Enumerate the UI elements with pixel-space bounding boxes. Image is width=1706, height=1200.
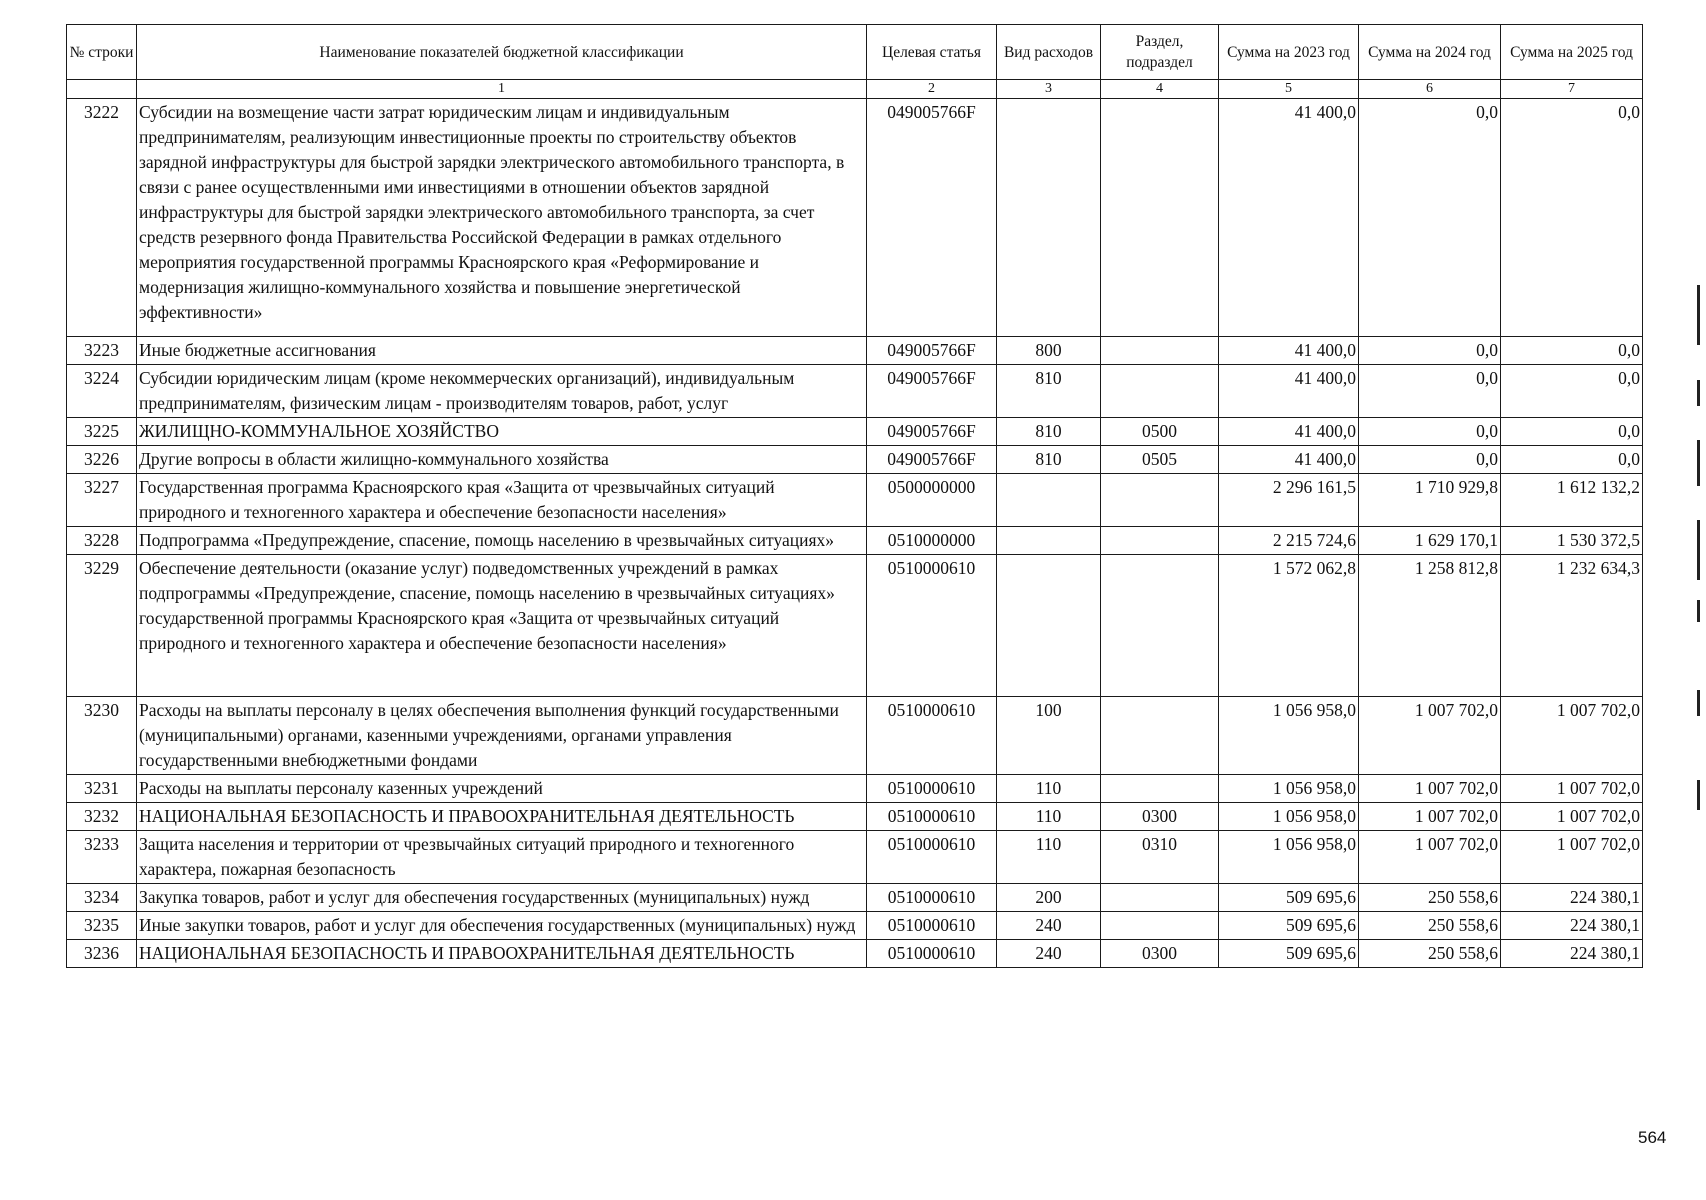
row-expense-type: 200 <box>997 884 1101 912</box>
row-line-number: 3233 <box>67 831 137 884</box>
row-target: 0500000000 <box>867 474 997 527</box>
row-target: 0510000610 <box>867 775 997 803</box>
row-sum-2023: 1 572 062,8 <box>1219 555 1359 697</box>
row-section <box>1101 884 1219 912</box>
row-sum-2025: 0,0 <box>1501 365 1643 418</box>
row-target: 049005766F <box>867 337 997 365</box>
row-name: Другие вопросы в области жилищно-коммунального хозяйства <box>137 446 867 474</box>
row-line-number: 3228 <box>67 527 137 555</box>
column-number: 7 <box>1501 80 1643 99</box>
row-sum-2024: 250 558,6 <box>1359 884 1501 912</box>
row-sum-2025: 1 007 702,0 <box>1501 803 1643 831</box>
row-sum-2024: 0,0 <box>1359 365 1501 418</box>
header-target: Целевая статья <box>867 25 997 80</box>
column-number: 6 <box>1359 80 1501 99</box>
row-sum-2023: 41 400,0 <box>1219 446 1359 474</box>
row-sum-2023: 2 215 724,6 <box>1219 527 1359 555</box>
row-line-number: 3225 <box>67 418 137 446</box>
row-sum-2024: 0,0 <box>1359 418 1501 446</box>
row-sum-2023: 509 695,6 <box>1219 884 1359 912</box>
table-row <box>67 803 1643 831</box>
row-expense-type <box>997 527 1101 555</box>
row-sum-2023: 41 400,0 <box>1219 365 1359 418</box>
row-section <box>1101 365 1219 418</box>
row-target: 0510000610 <box>867 940 997 968</box>
row-section <box>1101 99 1219 337</box>
row-expense-type: 110 <box>997 803 1101 831</box>
row-target: 0510000610 <box>867 912 997 940</box>
column-number-row <box>67 80 1643 99</box>
column-number: 5 <box>1219 80 1359 99</box>
row-sum-2025: 1 007 702,0 <box>1501 697 1643 775</box>
row-name: НАЦИОНАЛЬНАЯ БЕЗОПАСНОСТЬ И ПРАВООХРАНИТЕЛЬНАЯ ДЕЯТЕЛЬНОСТЬ <box>137 940 867 968</box>
table-row <box>67 775 1643 803</box>
row-name: Иные закупки товаров, работ и услуг для обеспечения государственных (муниципальных) нужд <box>137 912 867 940</box>
table-row <box>67 884 1643 912</box>
row-name: Защита населения и территории от чрезвычайных ситуаций природного и техногенного характера, пожарная безопасность <box>137 831 867 884</box>
column-number: 4 <box>1101 80 1219 99</box>
column-number: 3 <box>997 80 1101 99</box>
row-section <box>1101 555 1219 697</box>
row-sum-2024: 1 629 170,1 <box>1359 527 1501 555</box>
row-section: 0505 <box>1101 446 1219 474</box>
row-target: 0510000610 <box>867 555 997 697</box>
row-sum-2025: 0,0 <box>1501 337 1643 365</box>
table-row <box>67 527 1643 555</box>
row-name: Государственная программа Красноярского края «Защита от чрезвычайных ситуаций природного и техногенного характера и обеспечение безопасности населения» <box>137 474 867 527</box>
row-sum-2023: 509 695,6 <box>1219 940 1359 968</box>
table-row <box>67 418 1643 446</box>
table-row <box>67 831 1643 884</box>
table-row <box>67 697 1643 775</box>
row-line-number: 3223 <box>67 337 137 365</box>
row-sum-2023: 2 296 161,5 <box>1219 474 1359 527</box>
row-sum-2025: 1 612 132,2 <box>1501 474 1643 527</box>
column-number: 2 <box>867 80 997 99</box>
row-target: 049005766F <box>867 365 997 418</box>
row-sum-2025: 1 007 702,0 <box>1501 775 1643 803</box>
row-sum-2024: 1 007 702,0 <box>1359 803 1501 831</box>
row-target: 0510000610 <box>867 697 997 775</box>
row-sum-2023: 41 400,0 <box>1219 418 1359 446</box>
row-name: НАЦИОНАЛЬНАЯ БЕЗОПАСНОСТЬ И ПРАВООХРАНИТЕЛЬНАЯ ДЕЯТЕЛЬНОСТЬ <box>137 803 867 831</box>
row-sum-2024: 1 007 702,0 <box>1359 697 1501 775</box>
row-line-number: 3222 <box>67 99 137 337</box>
budget-table <box>66 24 1643 968</box>
row-expense-type: 810 <box>997 365 1101 418</box>
row-section <box>1101 775 1219 803</box>
row-sum-2025: 0,0 <box>1501 446 1643 474</box>
table-row <box>67 99 1643 337</box>
row-name: Расходы на выплаты персоналу казенных учреждений <box>137 775 867 803</box>
header-name: Наименование показателей бюджетной классификации <box>137 25 867 80</box>
row-target: 049005766F <box>867 446 997 474</box>
row-section: 0300 <box>1101 940 1219 968</box>
header-expense-type: Вид расходов <box>997 25 1101 80</box>
row-section <box>1101 337 1219 365</box>
row-expense-type <box>997 474 1101 527</box>
row-section: 0310 <box>1101 831 1219 884</box>
row-sum-2023: 1 056 958,0 <box>1219 803 1359 831</box>
row-expense-type <box>997 555 1101 697</box>
row-name: Субсидии юридическим лицам (кроме некоммерческих организаций), индивидуальным предпринимателям, физическим лицам - производителям товаров, работ, услуг <box>137 365 867 418</box>
row-expense-type: 100 <box>997 697 1101 775</box>
row-sum-2024: 0,0 <box>1359 337 1501 365</box>
row-expense-type: 110 <box>997 775 1101 803</box>
row-sum-2025: 0,0 <box>1501 418 1643 446</box>
row-sum-2025: 224 380,1 <box>1501 940 1643 968</box>
header-section: Раздел, подраздел <box>1101 25 1219 80</box>
header-sum-2024: Сумма на 2024 год <box>1359 25 1501 80</box>
row-section: 0500 <box>1101 418 1219 446</box>
row-sum-2024: 1 007 702,0 <box>1359 831 1501 884</box>
row-target: 0510000000 <box>867 527 997 555</box>
row-sum-2024: 1 007 702,0 <box>1359 775 1501 803</box>
row-sum-2025: 1 232 634,3 <box>1501 555 1643 697</box>
table-row <box>67 912 1643 940</box>
table-row <box>67 365 1643 418</box>
row-line-number: 3226 <box>67 446 137 474</box>
row-target: 049005766F <box>867 99 997 337</box>
row-line-number: 3224 <box>67 365 137 418</box>
row-line-number: 3231 <box>67 775 137 803</box>
row-sum-2024: 0,0 <box>1359 446 1501 474</box>
row-sum-2025: 0,0 <box>1501 99 1643 337</box>
row-sum-2024: 0,0 <box>1359 99 1501 337</box>
header-sum-2025: Сумма на 2025 год <box>1501 25 1643 80</box>
row-sum-2023: 1 056 958,0 <box>1219 775 1359 803</box>
row-expense-type: 240 <box>997 912 1101 940</box>
row-sum-2023: 509 695,6 <box>1219 912 1359 940</box>
row-name: Обеспечение деятельности (оказание услуг) подведомственных учреждений в рамках подпрограммы «Предупреждение, спасение, помощь населению в чрезвычайных ситуациях» государственной программы Красноярского края «Защита от чрезвычайных ситуаций природного и техногенного характера и обеспечение безопасности населения» <box>137 555 867 697</box>
row-name: Иные бюджетные ассигнования <box>137 337 867 365</box>
row-sum-2024: 250 558,6 <box>1359 912 1501 940</box>
row-section <box>1101 912 1219 940</box>
row-sum-2024: 250 558,6 <box>1359 940 1501 968</box>
row-section <box>1101 527 1219 555</box>
row-target: 0510000610 <box>867 803 997 831</box>
table-body <box>67 99 1643 968</box>
table-header-row <box>67 25 1643 80</box>
row-line-number: 3235 <box>67 912 137 940</box>
row-expense-type: 810 <box>997 446 1101 474</box>
row-sum-2024: 1 710 929,8 <box>1359 474 1501 527</box>
row-target: 049005766F <box>867 418 997 446</box>
table-row <box>67 337 1643 365</box>
column-number <box>67 80 137 99</box>
table-row <box>67 940 1643 968</box>
row-sum-2023: 1 056 958,0 <box>1219 831 1359 884</box>
row-target: 0510000610 <box>867 884 997 912</box>
row-sum-2024: 1 258 812,8 <box>1359 555 1501 697</box>
row-name: Подпрограмма «Предупреждение, спасение, помощь населению в чрезвычайных ситуациях» <box>137 527 867 555</box>
row-name: Расходы на выплаты персоналу в целях обеспечения выполнения функций государственными (муниципальными) органами, казенными учреждениями, органами управления государственными внебюджетными фондами <box>137 697 867 775</box>
row-line-number: 3229 <box>67 555 137 697</box>
row-line-number: 3232 <box>67 803 137 831</box>
row-expense-type: 240 <box>997 940 1101 968</box>
row-line-number: 3234 <box>67 884 137 912</box>
row-expense-type <box>997 99 1101 337</box>
row-line-number: 3227 <box>67 474 137 527</box>
table-row <box>67 446 1643 474</box>
row-section <box>1101 474 1219 527</box>
row-sum-2025: 224 380,1 <box>1501 912 1643 940</box>
row-expense-type: 810 <box>997 418 1101 446</box>
row-expense-type: 110 <box>997 831 1101 884</box>
row-sum-2023: 41 400,0 <box>1219 99 1359 337</box>
row-sum-2025: 1 530 372,5 <box>1501 527 1643 555</box>
table-row <box>67 474 1643 527</box>
row-expense-type: 800 <box>997 337 1101 365</box>
column-number: 1 <box>137 80 867 99</box>
table-row <box>67 555 1643 697</box>
row-line-number: 3230 <box>67 697 137 775</box>
page-number: 564 <box>1638 1128 1667 1147</box>
row-line-number: 3236 <box>67 940 137 968</box>
row-sum-2023: 41 400,0 <box>1219 337 1359 365</box>
row-sum-2025: 1 007 702,0 <box>1501 831 1643 884</box>
row-name: Субсидии на возмещение части затрат юридическим лицам и индивидуальным предпринимателям, реализующим инвестиционные проекты по строительству объектов зарядной инфраструктуры для быстрой зарядки электрического автомобильного транспорта, в связи с ранее осуществленными ими инвестициями в отношении объектов зарядной инфраструктуры для быстрой зарядки электрического автомобильного транспорта, за счет средств резервного фонда Правительства Российской Федерации в рамках отдельного мероприятия государственной программы Красноярского края «Реформирование и модернизация жилищно-коммунального хозяйства и повышение энергетической эффективности» <box>137 99 867 337</box>
row-section <box>1101 697 1219 775</box>
header-line-no: № строки <box>67 25 137 80</box>
header-sum-2023: Сумма на 2023 год <box>1219 25 1359 80</box>
row-sum-2025: 224 380,1 <box>1501 884 1643 912</box>
row-target: 0510000610 <box>867 831 997 884</box>
row-name: Закупка товаров, работ и услуг для обеспечения государственных (муниципальных) нужд <box>137 884 867 912</box>
row-sum-2023: 1 056 958,0 <box>1219 697 1359 775</box>
scan-edge-marks <box>1697 0 1703 1200</box>
row-name: ЖИЛИЩНО-КОММУНАЛЬНОЕ ХОЗЯЙСТВО <box>137 418 867 446</box>
row-section: 0300 <box>1101 803 1219 831</box>
